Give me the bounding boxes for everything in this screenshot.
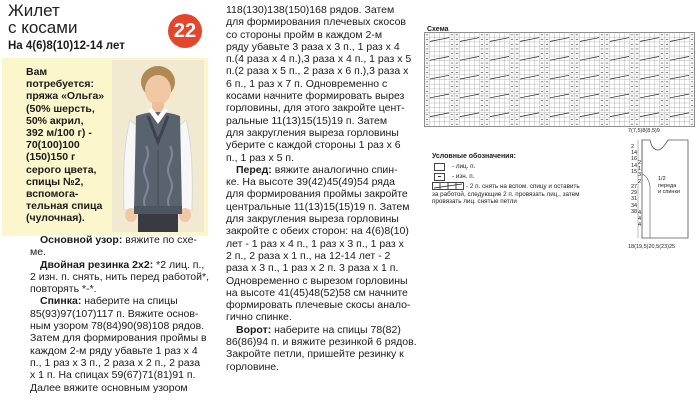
instruction-text: каждом 2-м ряду убавьте 1 раз х 4 [30,344,198,357]
materials-line: тельная спица [26,200,103,213]
instruction-text: повторять *-*. [30,283,97,296]
instruction-line [226,188,410,200]
instruction-text: 2 п., 2 раза х 1 п., на 12-14 лет - 2 [226,249,391,262]
instruction-line [30,332,206,344]
instruction-line [30,369,206,381]
instruction-heading: Спинка: [40,295,82,308]
instruction-line [226,115,410,127]
schematic-number: 2 [631,144,635,150]
instruction-text: уберите с каждой стороны 1 раз х 6 [226,139,401,152]
instruction-line [226,53,410,65]
instruction-line [226,16,410,28]
instruction-text: ке. На высоте 39(42)45(49)54 ряда [226,176,395,189]
schematic-number: 3 [638,172,642,179]
instruction-text: горловине. [226,360,280,373]
instruction-line [226,311,410,323]
instruction-text: х 1 п. На спицах 59(67)71(81)91 п. [30,369,196,382]
instruction-text: 6 п., 1 раз х 7 п. Одновременно с [226,77,388,90]
schematic-number: 2 [638,160,642,166]
legend-purl: - изн. п. [452,173,475,180]
instruction-text: закройте с обеих сторон: на 4(6)8(10) [226,225,409,238]
instruction-text: формировать плечевые скосы анало- [226,299,411,312]
schematic-bottom-dim: 18(19,5)20,5(23)25 [628,244,676,250]
instruction-line [226,201,410,213]
schematic-number: 2 [638,178,642,185]
pattern-number-badge: 22 [168,14,202,48]
instruction-text: вяжите аналогично спин- [271,163,398,176]
schematic-number: 31 [631,196,638,203]
instruction-line [226,324,410,336]
instruction-line [226,238,410,250]
materials-line: 50% акрил, [26,114,84,127]
instruction-line [226,262,410,274]
schematic-number: 4 [638,222,642,229]
instruction-text: вяжите по схе- [122,234,197,246]
instruction-line [226,127,410,139]
instruction-text: косами начните формировать вырез [226,90,405,103]
schematic-number: 27 [631,184,638,190]
materials-line: пряжа «Ольга» [26,90,105,103]
instruction-line [226,336,417,349]
instruction-text: наберите на спицы [81,295,178,308]
schematic-number: 15 [631,168,638,175]
instruction-line [30,234,206,246]
instruction-text: п., 1 раз х 5 п. [226,151,295,164]
instruction-line [30,345,206,357]
instruction-line [226,41,410,53]
instruction-line [226,29,410,41]
schematic-number: 38 [631,208,638,215]
instruction-line [30,382,206,394]
instruction-text: для формирования плечевых скосов [226,16,406,29]
instruction-text: 85(93)97(107)117 п. Вяжите основ- [30,307,199,320]
instruction-text: Затем для формирования проймы в [30,332,207,345]
stitch-chart [424,32,696,128]
legend-cable [432,183,580,206]
materials-line: потребуется: [26,78,94,91]
schematic-left-numbers-1 [631,144,637,175]
schematic-number: 14 [631,162,638,169]
materials-line: 392 м/100 г) - [26,127,92,140]
instruction-text: горловины, для этого закройте цент- [226,102,405,115]
instruction-heading: Двойная резинка 2х2: [40,258,154,271]
legend-cable-line-2: за работой, следующие 2 п. провязать лиц., затем [432,190,580,198]
instruction-line [30,246,206,258]
instruction-line [226,152,410,164]
instruction-line [226,299,410,311]
schematic-left-numbers-3 [638,160,641,185]
instruction-text: 118(130)138(150)168 рядов. Затем [226,4,395,16]
instruction-text: ме. [30,246,46,259]
instruction-text: лет - 1 раз х 4 п., 1 раз х 3 п., 1 раз х [226,237,404,250]
instruction-text: 86(86)94 п. и вяжите резинкой 6 рядов. [226,336,417,349]
instruction-line [226,225,410,237]
instructions-column-1 [30,234,210,394]
instruction-text: со стороны пройм в каждом 2-м [226,28,383,41]
instruction-line [30,283,206,295]
purl-symbol-icon [434,173,445,181]
instruction-heading: Ворот: [236,323,272,336]
instruction-text: гично спинке. [226,311,292,324]
title-line-1: Жилет [8,1,60,20]
materials-line: серого цвета, [26,163,97,176]
instruction-line [226,287,410,299]
instruction-line [30,357,206,369]
schematic-left-numbers-2 [631,184,637,215]
legend-knit: - лиц. п. [452,163,476,170]
materials-line: 70(100)100 [26,139,80,152]
instruction-line [226,139,410,151]
instruction-text: раза х 3 п., 1 раз х 2 п. 3 раза х 1 п. [226,262,399,275]
instruction-text: наберите на спицы 78(82) [271,323,401,336]
schematic-number: 4 [638,216,642,223]
materials-line: (150)150 г [26,151,76,164]
instruction-heading: Перед: [236,163,272,176]
instruction-text: 2 изн. п. снять, нить перед работой*, [30,270,210,283]
instruction-text: для формирования проймы закройте [226,188,408,201]
legend-cable-line-1: - 2 п. снять на вспом. спицу и оставить [466,183,580,190]
instruction-text: п.(4 раза х 4 п.),3 раза х 4 п., 1 раз х 5 [226,53,412,66]
schematic-number: 16 [631,156,638,163]
instruction-text: ным узором 78(84)90(98)108 рядов. [30,320,205,333]
instruction-text: п.(2 раза х 5 п., 2 раза х 6 п.),3 раза х [226,65,409,78]
instruction-line [226,90,410,102]
legend-title: Условные обозначения: [432,153,516,160]
schematic-number: 34 [631,202,638,209]
instruction-text: п., 1 раз х 3 п., 2 раза х 2 п., 2 раза [30,356,201,369]
schematic-top-dim: 7(7,5)8(8,5)9 [628,128,660,134]
schematic-front-label-1: переда [658,182,677,189]
sizes-line: На 4(6)8(10)12-14 лет [8,40,125,52]
instructions-column-2 [226,4,417,373]
schematic-number: 4 [638,210,642,216]
instruction-line [226,4,410,16]
instruction-line [226,78,410,90]
schematic-left-numbers-4 [638,210,641,229]
instruction-text: Одновременно с вырезом горловины [226,274,408,287]
title-line-2: с косами [8,18,78,37]
instruction-text: Закройте петли, пришейте резинку к [226,348,404,361]
schematic-label [658,176,680,196]
instruction-line [30,320,206,332]
materials-line: (50% шерсть, [26,102,95,115]
instruction-line [226,213,410,225]
instruction-line [226,176,410,188]
cable-symbol-icon [432,182,464,190]
instruction-text: для закругления выреза горловины [226,126,399,139]
knit-symbol-icon [434,163,445,171]
instruction-heading: Основной узор: [40,234,123,246]
materials-list [26,66,110,225]
instruction-text: на высоте 41(45)48(52)58 см начните [226,286,408,299]
instruction-line [226,275,410,287]
instruction-text: *2 лиц. п., [153,258,205,271]
instruction-text: Далее вяжите основным узором [30,381,188,394]
pattern-title [8,2,77,36]
instruction-line [30,308,206,320]
schematic-half-label: 1/2 [658,176,666,182]
instruction-line [30,295,206,307]
instruction-line [226,361,410,373]
schematic-number: 14 [631,150,638,157]
model-photo [112,60,204,232]
schematic-front-label-2: и спинки [658,189,680,195]
schematic-number: 1 [638,166,642,173]
scheme-title: Схема [427,26,449,33]
legend-cable-line-3: провязать лиц. снятые петли [432,198,517,205]
instruction-line [226,164,410,176]
materials-line: Вам [26,66,48,78]
instruction-text: для закругления выреза горловины [226,213,399,226]
instruction-line [226,250,410,262]
instruction-text: центральные 11(13)15(15)19 п. Затем [226,200,410,213]
instruction-line [30,270,210,283]
instruction-line [226,348,410,360]
materials-line: вспомога- [26,188,79,201]
instruction-line [226,65,410,77]
instruction-text: ряду убавьте 3 раза х 3 п., 1 раз х 4 [226,40,400,53]
schematic-number: 29 [631,190,638,197]
materials-line: спицы №2, [26,175,84,188]
instruction-text: ральные 11(13)15(15)19 п. Затем [226,114,388,127]
instruction-line [226,102,410,114]
instruction-line [30,259,206,271]
materials-line: (чулочная). [26,212,85,225]
